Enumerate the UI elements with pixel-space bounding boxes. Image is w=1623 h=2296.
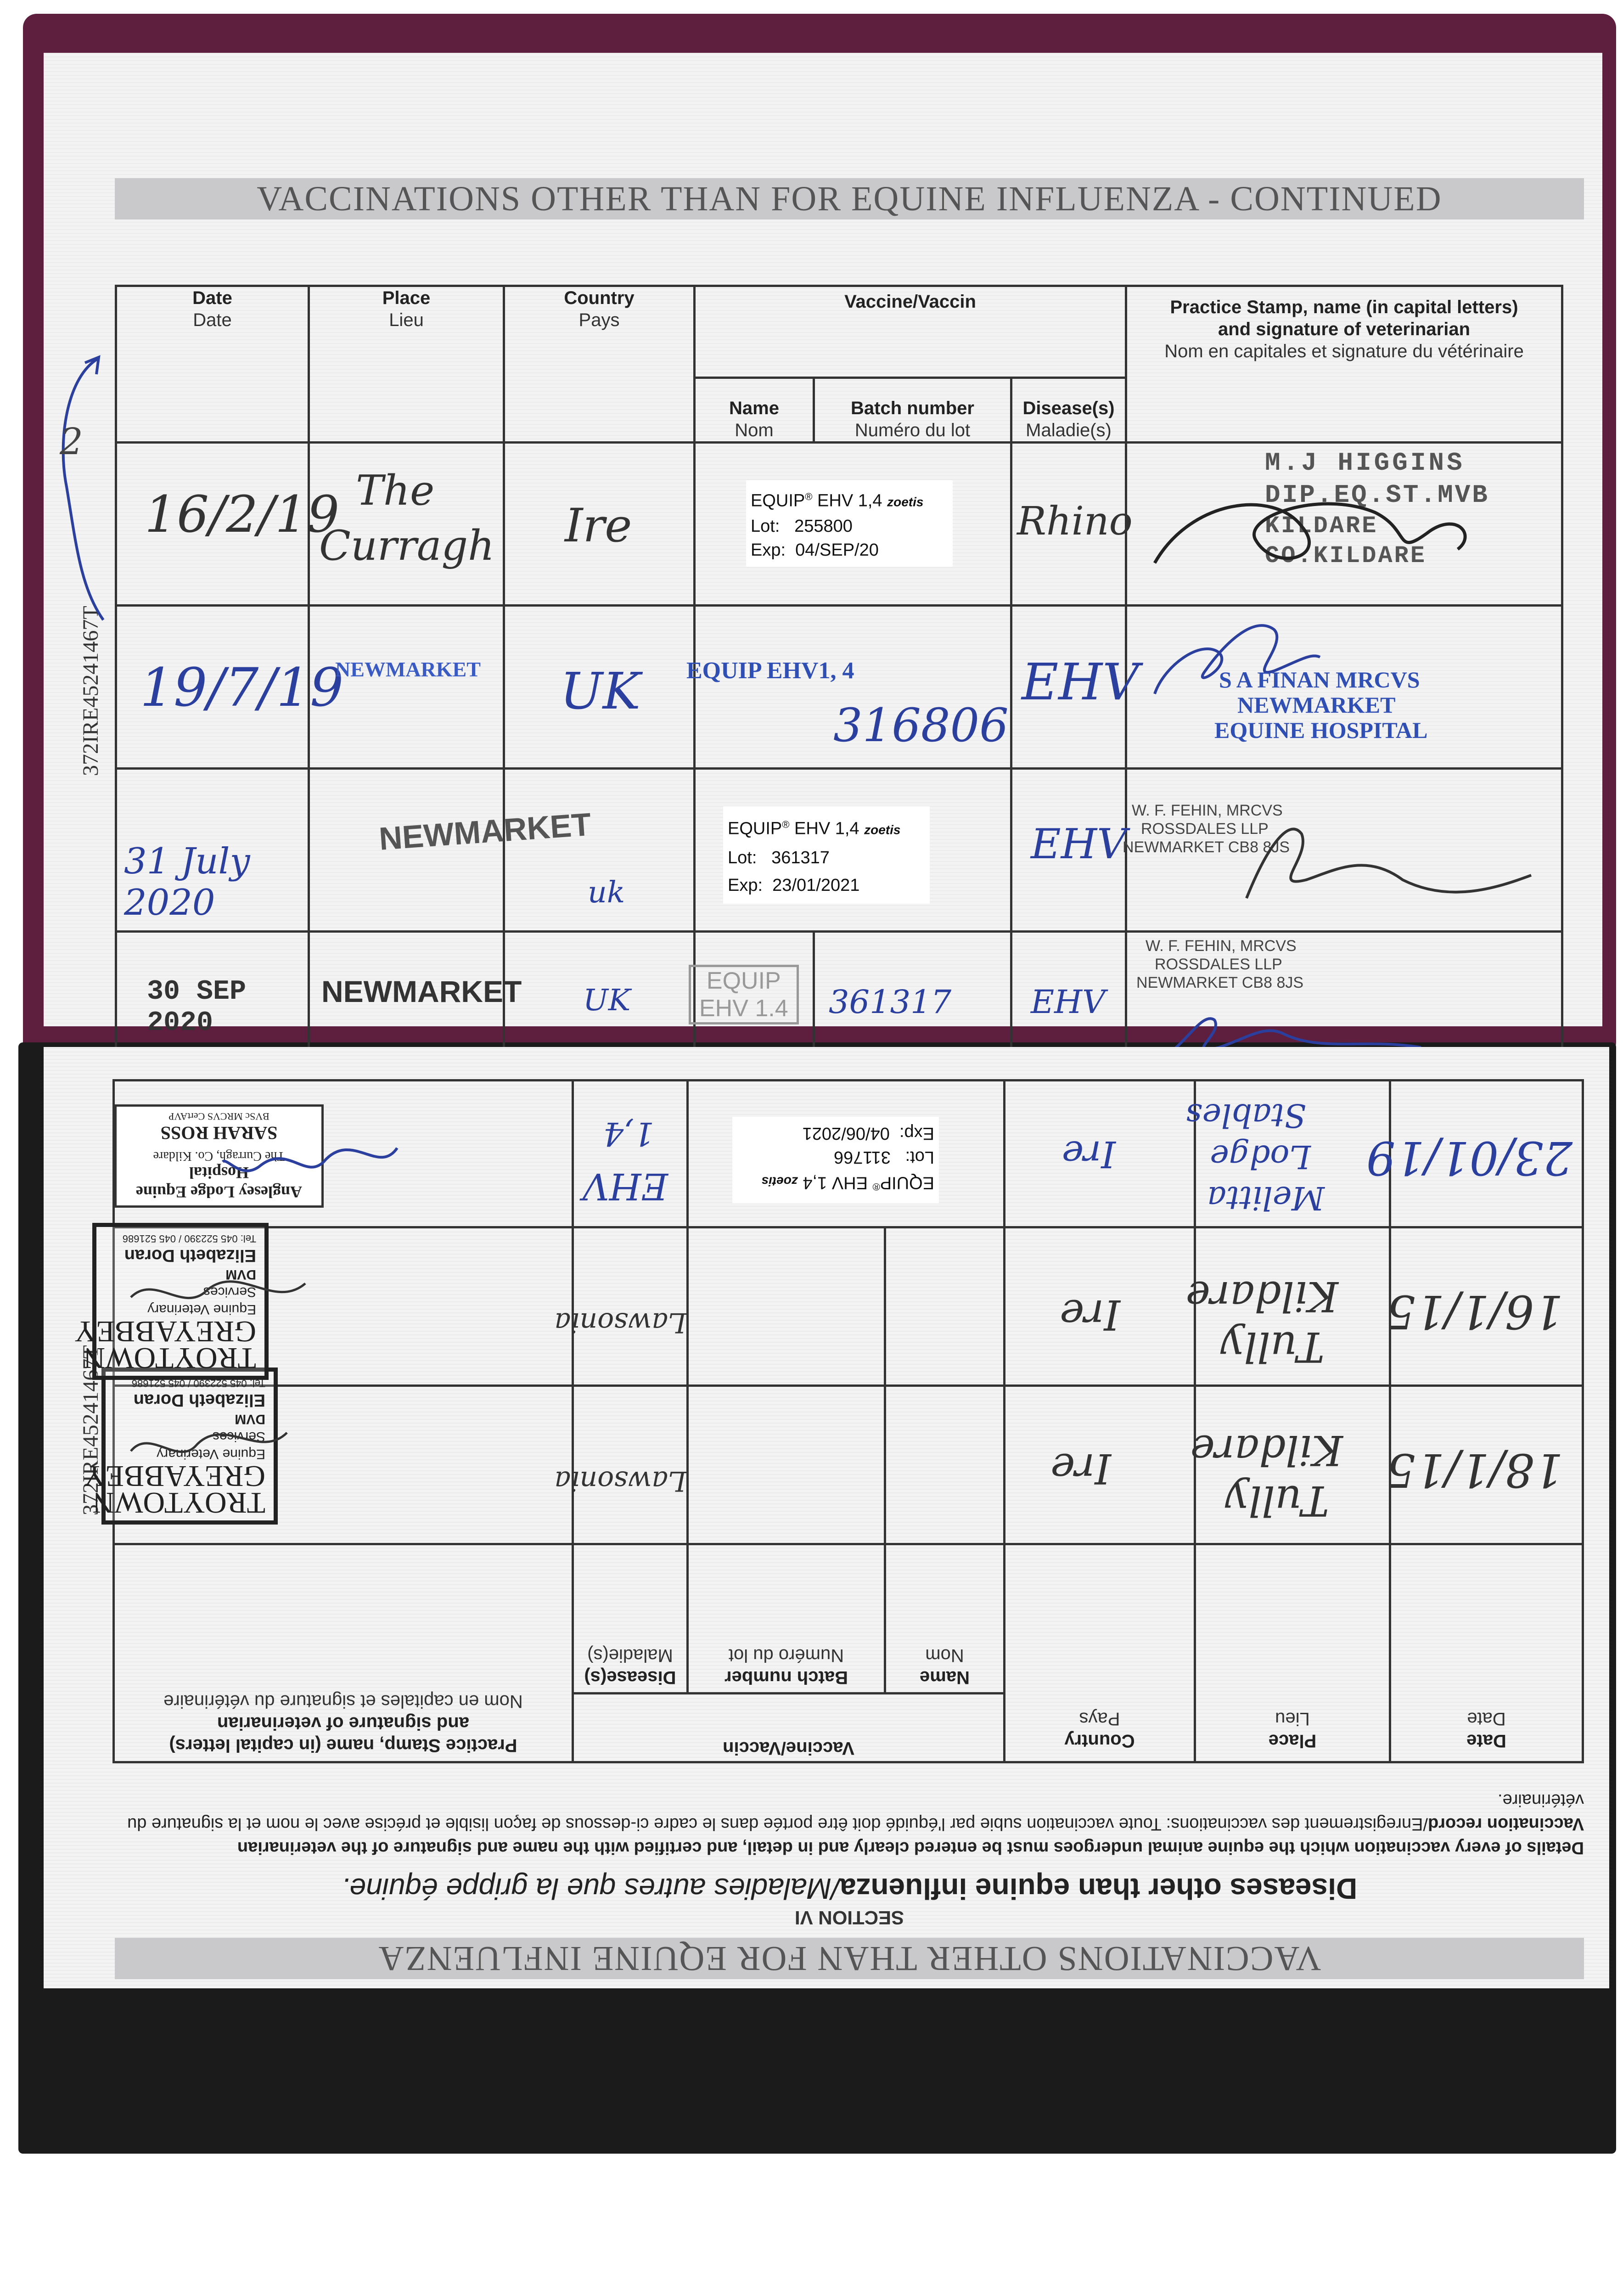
bottom-page-side-id: 372IRE45241467T xyxy=(79,1345,103,1515)
bottom-header-date: Date Date xyxy=(1390,1544,1583,1762)
row3-signature xyxy=(1219,797,1540,917)
brow3-disease: EHV 1,4 xyxy=(573,1080,687,1227)
header-batch: Batch number Numéro du lot xyxy=(814,378,1011,443)
brow3-vaccine-label: EQUIP® EHV 1,4 zoetis Lot: 311766 Exp: 04/06/2021 xyxy=(688,1080,1005,1227)
brow1-signature xyxy=(122,1396,296,1488)
row3-date: 31 July 2020 xyxy=(116,769,309,932)
row3-disease: EHV xyxy=(1011,769,1126,932)
brow3-country: Ire xyxy=(1005,1080,1195,1227)
bottom-page-banner: VACCINATIONS OTHER THAN FOR EQUINE INFLUENZA xyxy=(115,1938,1584,1979)
row3-place: NEWMARKET xyxy=(309,769,504,932)
header-practice-stamp: Practice Stamp, name (in capital letters) and signature of veterinarian Nom en capitales et signature du vétérinaire xyxy=(1126,286,1562,443)
header-country: Country Pays xyxy=(504,286,695,443)
header-name: Name Nom xyxy=(695,378,814,443)
header-date: Date Date xyxy=(116,286,309,443)
bottom-header-name: Name Nom xyxy=(885,1544,1005,1694)
row1-country: Ire xyxy=(504,443,695,606)
brow3-date: 23/01/19 xyxy=(1390,1080,1583,1227)
brow2-country: Ire xyxy=(1005,1227,1195,1386)
row4-country: UK xyxy=(504,932,695,1081)
brow1-country: Ire xyxy=(1005,1386,1195,1544)
top-page-side-id: 372IRE45241467T xyxy=(79,606,103,776)
row2-place: NEWMARKET xyxy=(309,606,504,769)
row4-name: EQUIP EHV 1.4 xyxy=(695,932,814,1081)
bottom-header-vaccine-group: Vaccine/Vaccin xyxy=(573,1694,1004,1762)
table-row xyxy=(116,769,1562,932)
bottom-header-country: Country Pays xyxy=(1005,1544,1195,1762)
section-number: SECTION VI xyxy=(794,1907,904,1929)
row4-batch: 361317 xyxy=(814,932,1011,1081)
table-row xyxy=(113,1386,1583,1544)
row4-disease: EHV xyxy=(1011,932,1126,1081)
row2-vaccine: EQUIP EHV1, 4 316806 xyxy=(695,606,1011,769)
row4-place: NEWMARKET xyxy=(309,932,504,1081)
row3-country: uk xyxy=(504,769,695,932)
table-row xyxy=(113,1080,1583,1227)
bottom-header-place: Place Lieu xyxy=(1195,1544,1390,1762)
brow3-vet-stamp: Anglesey Lodge Equine Hospital The Curragh, Co. Kildare SARAH ROSS BVSc MRCVS CertAVP xyxy=(113,1080,573,1227)
margin-bracket-arrow xyxy=(48,349,117,634)
bottom-header-batch: Batch number Numéro du lot xyxy=(688,1544,885,1694)
header-vaccine-group: Vaccine/Vaccin xyxy=(695,286,1126,378)
row3-vet-stamp: W. F. FEHIN, MRCVS ROSSDALES LLP NEWMARKET CB8 8JS xyxy=(1126,769,1562,932)
brow2-date: 16/1/15 xyxy=(1390,1227,1583,1386)
margin-note: 2 xyxy=(60,420,83,463)
row2-vet-stamp: S A FINAN MRCVS NEWMARKET EQUINE HOSPITAL xyxy=(1126,606,1562,769)
header-place: Place Lieu xyxy=(309,286,504,443)
row1-signature xyxy=(1136,462,1485,581)
brow2-place: Tully Kildare xyxy=(1195,1227,1390,1386)
bottom-header-practice-stamp: Practice Stamp, name (in capital letters) and signature of veterinarian Nom en capitales et signature du vétérinaire xyxy=(113,1544,573,1762)
brow3-place: Melitta Lodge Stables xyxy=(1195,1080,1390,1227)
brow1-disease: Lawsonia xyxy=(573,1386,687,1544)
row1-place: The Curragh xyxy=(309,443,504,606)
top-vaccination-table xyxy=(115,285,1563,1082)
brow1-date: 18/1/15 xyxy=(1390,1386,1583,1544)
table-row xyxy=(113,1227,1583,1386)
brow2-vet-stamp: TROYTOWN GREYABBEY Equine Veterinary Services DVM Elizabeth Doran Tel: 045 522390 / 045 521686 xyxy=(113,1227,573,1386)
row4-vet-stamp: W. F. FEHIN, MRCVS ROSSDALES LLP NEWMARKET CB8 8JS xyxy=(1126,932,1562,1081)
instructions: Details of every vaccination which the equine animal undergoes must be entered clearly and in detail, and certified with the name and signature of the veterinarian Vaccination record/Enregistrement des vaccinations: Toute vaccination subie par l'équidé doit être portée dans le cadre ci-dessous de façon lisible et précise avec le nom et la signature du vétérinaire. xyxy=(127,1790,1584,1857)
row1-disease: Rhino xyxy=(1011,443,1126,606)
brow2-signature xyxy=(122,1238,314,1329)
table-row xyxy=(116,606,1562,769)
row4-date: 30 SEP 2020 xyxy=(116,932,309,1081)
header-disease: Disease(s) Maladie(s) xyxy=(1011,378,1126,443)
top-page-banner: VACCINATIONS OTHER THAN FOR EQUINE INFLUENZA - CONTINUED xyxy=(115,178,1584,219)
brow3-signature xyxy=(213,1111,406,1203)
row1-vet-stamp: M.J HIGGINS DIP.EQ.ST.MVB KILDARE CO.KILDARE xyxy=(1126,443,1562,606)
brow2-disease: Lawsonia xyxy=(573,1227,687,1386)
row1-vaccine-label: EQUIP® EHV 1,4 zoetis Lot: 255800 Exp: 04/SEP/20 xyxy=(695,443,1011,606)
section-title: Diseases other than equine influenza/Maladies autres que la grippe équine. xyxy=(341,1872,1358,1905)
brow1-place: Tully Kildare xyxy=(1195,1386,1390,1544)
row3-vaccine-label: EQUIP® EHV 1,4 zoetis Lot: 361317 Exp: 23/01/2021 xyxy=(695,769,1011,932)
bottom-header-disease: Disease(s) Maladie(s) xyxy=(573,1544,687,1694)
brow1-vet-stamp: TROYTOWN GREYABBEY Equine Veterinary Services DVM Elizabeth Doran Tel: 045 522390 / 045 521686 xyxy=(113,1386,573,1544)
table-row xyxy=(116,443,1562,606)
row1-date: 16/2/19 xyxy=(116,443,309,606)
row2-date: 19/7/19 xyxy=(116,606,309,769)
row2-country: UK xyxy=(504,606,695,769)
row2-disease: EHV xyxy=(1011,606,1126,769)
